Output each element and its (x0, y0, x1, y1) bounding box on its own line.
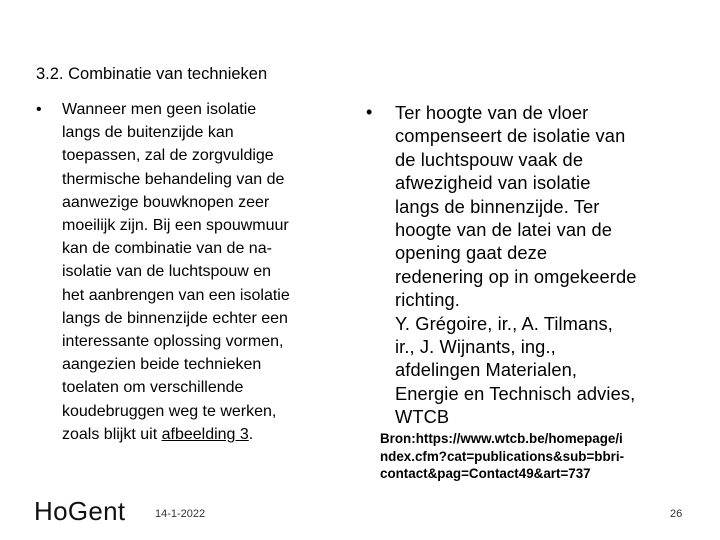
left-line: isolatie van de luchtspouw en (62, 263, 272, 281)
right-line: compenseert de isolatie van (395, 125, 626, 147)
left-bullet-text (62, 98, 356, 446)
left-line: thermische behandeling van de (62, 170, 285, 188)
right-line: afdelingen Materialen, (395, 359, 578, 381)
bullet-marker: • (36, 101, 42, 118)
right-line: de luchtspouw vaak de (395, 148, 584, 170)
left-line: interessante oplossing vormen, (62, 333, 284, 351)
right-line: langs de binnenzijde. Ter (395, 195, 600, 217)
right-bullet-text (395, 101, 695, 429)
right-line: richting. (395, 289, 460, 311)
right-line: Energie en Technisch advies, (395, 382, 636, 404)
right-line: redenering op in omgekeerde (395, 265, 637, 287)
left-line: langs de buitenzijde kan (62, 124, 234, 142)
left-line: aangezien beide technieken (62, 356, 262, 374)
left-line: moeilijk zijn. Bij een spouwmuur (62, 217, 289, 235)
source-citation (380, 430, 624, 483)
right-line: hoogte van de latei van de (395, 219, 613, 241)
left-line: koudebruggen weg te werken, (62, 402, 277, 420)
left-line: Wanneer men geen isolatie (62, 101, 257, 118)
left-bullet (36, 98, 356, 446)
right-line: opening gaat deze (395, 242, 548, 264)
left-last-prefix: zoals blijkt uit (62, 425, 162, 443)
footer-date: 14-1-2022 (155, 508, 206, 520)
left-line: aanwezige bouwknopen zeer (62, 193, 270, 211)
left-line: toelaten om verschillende (62, 379, 244, 397)
source-line: contact&pag=Contact49&art=737 (380, 466, 591, 481)
right-column (366, 101, 696, 429)
left-last-suffix: . (248, 425, 254, 443)
left-line: toepassen, zal de zorgvuldige (62, 147, 274, 165)
right-line: Y. Grégoire, ir., A. Tilmans, (395, 312, 613, 334)
right-line: Ter hoogte van de vloer (395, 102, 589, 123)
bullet-marker: • (366, 102, 373, 122)
source-line: ndex.cfm?cat=publications&sub=bbri- (380, 448, 625, 464)
left-line: het aanbrengen van een isolatie (62, 286, 290, 304)
left-line: langs de binnenzijde echter een (62, 309, 288, 327)
source-line: Bron:https://www.wtcb.be/homepage/i (380, 431, 623, 446)
hogent-logo: HoGent (34, 496, 126, 526)
left-last-line (62, 423, 356, 446)
right-line: ir., J. Wijnants, ing., (395, 336, 556, 358)
left-column (36, 98, 356, 446)
right-bullet (366, 101, 696, 429)
left-line: kan de combinatie van de na- (62, 240, 272, 258)
afbeelding-3-link[interactable]: afbeelding 3 (161, 425, 249, 443)
slide-title: 3.2. Combinatie van technieken (36, 65, 268, 83)
right-line: afwezigheid van isolatie (395, 172, 591, 194)
right-line: WTCB (395, 406, 450, 428)
page-number: 26 (670, 508, 683, 520)
